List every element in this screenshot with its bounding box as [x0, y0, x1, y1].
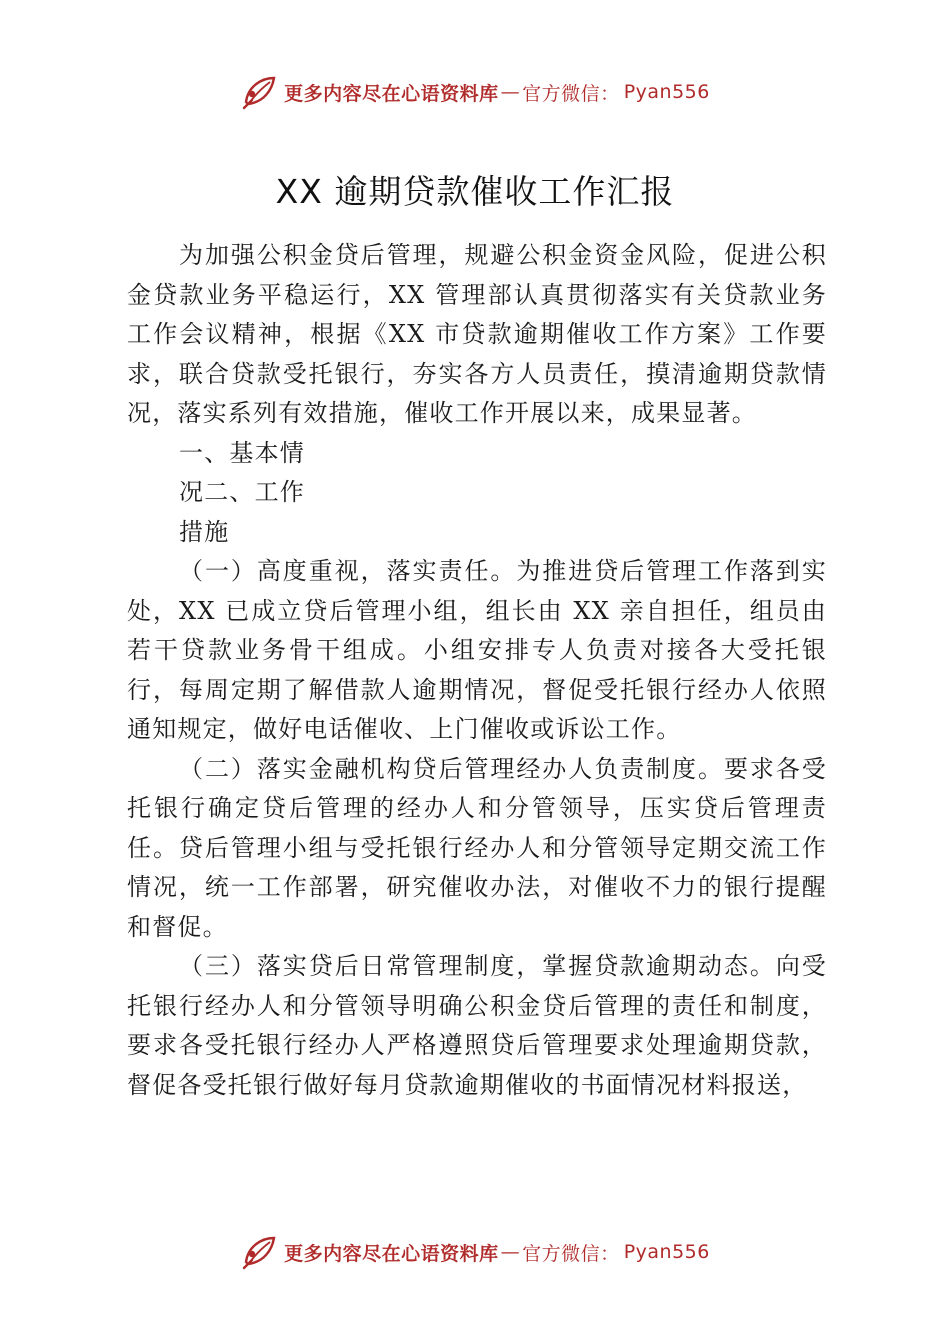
document-body: [127, 236, 827, 1105]
watermark-account: Pyan556: [623, 81, 710, 103]
watermark-text: 更多内容尽在心语资料库: [284, 1242, 499, 1265]
measure-paragraph-2: （二）落实金融机构贷后管理经办人负责制度。要求各受托银行确定贷后管理的经办人和分管领导，压实贷后管理责任。贷后管理小组与受托银行经办人和分管领导定期交流工作情况，统一工作部署，研究催收办法，对催收不力的银行提醒和督促。: [127, 754, 827, 941]
watermark-separator: —: [500, 81, 521, 103]
watermark-separator: —: [500, 1241, 521, 1263]
intro-paragraph: 为加强公积金贷后管理，规避公积金资金风险，促进公积金贷款业务平稳运行，XX 管理部认真贯彻落实有关贷款业务工作会议精神，根据《XX 市贷款逾期催收工作方案》工作要求，联合贷款受托银行，夯实各方人员责任，摸清逾期贷款情况，落实系列有效措施，催收工作开展以来，成果显著。: [127, 241, 827, 427]
watermark-label: 官方微信：: [522, 82, 620, 105]
watermark-account: Pyan556: [623, 1241, 710, 1263]
measure-paragraph-1: （一）高度重视，落实责任。为推进贷后管理工作落到实处，XX 已成立贷后管理小组，组长由 XX 亲自担任，组员由若干贷款业务骨干组成。小组安排专人负责对接各大受托银行，每周定期了解借款人逾期情况，督促受托银行经办人依照通知规定，做好电话催收、上门催收或诉讼工作。: [127, 557, 827, 743]
section-heading-line-2: 况二、工作: [179, 478, 305, 506]
section-heading-line-3: 措施: [179, 517, 230, 546]
leaf-pen-logo-icon: [240, 72, 280, 112]
watermark-footer: [0, 1232, 950, 1272]
watermark-header: [0, 72, 950, 112]
document-title: XX 逾期贷款催收工作汇报: [275, 172, 675, 211]
measure-paragraph-3: （三）落实贷后日常管理制度，掌握贷款逾期动态。向受托银行经办人和分管领导明确公积金贷后管理的责任和制度，要求各受托银行经办人严格遵照贷后管理要求处理逾期贷款，督促各受托银行做好每月贷款逾期催收的书面情况材料报送，: [127, 952, 827, 1099]
watermark-text: 更多内容尽在心语资料库: [284, 82, 499, 105]
leaf-pen-logo-icon: [240, 1232, 280, 1272]
watermark-label: 官方微信：: [522, 1242, 620, 1265]
section-heading-line-1: 一、基本情: [179, 438, 305, 467]
